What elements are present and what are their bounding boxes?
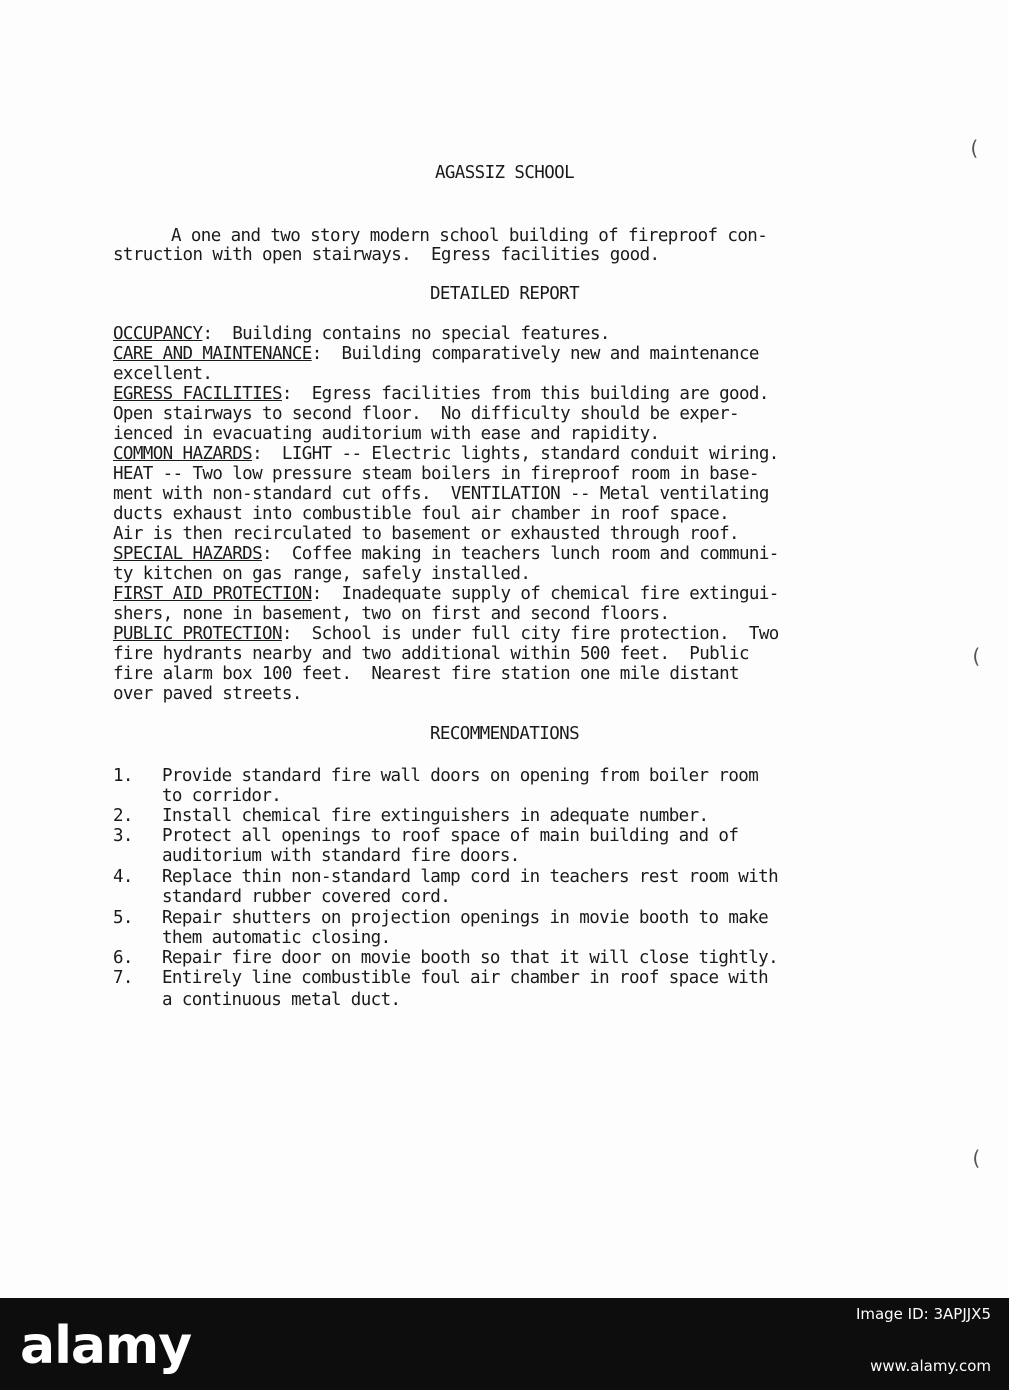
recommendations-heading: RECOMMENDATIONS: [429, 724, 580, 744]
recommendation-line: to corridor.: [162, 786, 282, 806]
common-line: [113, 444, 779, 464]
alamy-logo: alamy: [20, 1316, 192, 1376]
intro-line-1: A one and two story modern school building of fireproof con-: [171, 226, 768, 246]
recommendation-num: 2.: [113, 806, 133, 826]
occupancy-line: [113, 324, 610, 344]
common-cont-2: ment with non-standard cut offs. VENTILATION -- Metal ventilating: [113, 484, 769, 504]
recommendation-line: Replace thin non-standard lamp cord in teachers rest room with: [162, 867, 779, 887]
care-text: : Building comparatively new and maintenance: [311, 344, 759, 364]
common-cont-3: ducts exhaust into combustible foul air chamber in roof space.: [113, 504, 730, 524]
recommendation-num: 1.: [113, 766, 133, 786]
margin-mark: (: [970, 1146, 983, 1170]
firstaid-text: : Inadequate supply of chemical fire extingui-: [311, 584, 779, 604]
recommendation-line: a continuous metal duct.: [162, 990, 401, 1010]
public-line: [113, 624, 779, 644]
special-line: [113, 544, 779, 564]
recommendation-num: 3.: [113, 826, 133, 846]
detailed-report-heading: DETAILED REPORT: [429, 284, 580, 304]
recommendation-line: Provide standard fire wall doors on opening from boiler room: [162, 766, 759, 786]
recommendation-line: them automatic closing.: [162, 928, 391, 948]
egress-cont-1: Open stairways to second floor. No difficulty should be exper-: [113, 404, 739, 424]
recommendation-num: 6.: [113, 948, 133, 968]
special-text: : Coffee making in teachers lunch room and communi-: [262, 544, 779, 564]
recommendation-line: auditorium with standard fire doors.: [162, 846, 520, 866]
page-title: AGASSIZ SCHOOL: [434, 163, 575, 183]
special-cont: ty kitchen on gas range, safely installed.: [113, 564, 531, 584]
public-cont-2: fire alarm box 100 feet. Nearest fire station one mile distant: [113, 664, 739, 684]
care-label: CARE AND MAINTENANCE: [113, 344, 312, 364]
care-line: [113, 344, 759, 364]
common-cont-1: HEAT -- Two low pressure steam boilers in fireproof room in base-: [113, 464, 759, 484]
common-cont-4: Air is then recirculated to basement or exhausted through roof.: [113, 524, 739, 544]
margin-mark: (: [970, 644, 983, 668]
recommendation-line: Install chemical fire extinguishers in adequate number.: [162, 806, 709, 826]
recommendation-num: 5.: [113, 908, 133, 928]
recommendation-num: 7.: [113, 968, 133, 988]
image-id-label: Image ID: 3APJJX5: [855, 1305, 991, 1323]
egress-cont-2: ienced in evacuating auditorium with ease and rapidity.: [113, 424, 660, 444]
intro-line-2: struction with open stairways. Egress facilities good.: [113, 245, 660, 265]
firstaid-cont: shers, none in basement, two on first and second floors.: [113, 604, 670, 624]
recommendation-line: Protect all openings to roof space of main building and of: [162, 826, 739, 846]
public-label: PUBLIC PROTECTION: [113, 624, 282, 644]
recommendation-line: standard rubber covered cord.: [162, 887, 451, 907]
public-cont-3: over paved streets.: [113, 684, 302, 704]
occupancy-text: : Building contains no special features.: [202, 324, 610, 344]
occupancy-label: OCCUPANCY: [113, 324, 203, 344]
common-text: : LIGHT -- Electric lights, standard conduit wiring.: [252, 444, 779, 464]
firstaid-label: FIRST AID PROTECTION: [113, 584, 312, 604]
recommendation-line: Repair shutters on projection openings in movie booth to make: [162, 908, 769, 928]
public-cont-1: fire hydrants nearby and two additional within 500 feet. Public: [113, 644, 749, 664]
recommendation-line: Entirely line combustible foul air chamber in roof space with: [162, 968, 769, 988]
recommendation-line: Repair fire door on movie booth so that it will close tightly.: [162, 948, 779, 968]
margin-mark: (: [968, 136, 981, 160]
egress-text: : Egress facilities from this building are good.: [281, 384, 769, 404]
egress-line: [113, 384, 769, 404]
common-label: COMMON HAZARDS: [113, 444, 253, 464]
egress-label: EGRESS FACILITIES: [113, 384, 282, 404]
care-cont: excellent.: [113, 364, 213, 384]
public-text: : School is under full city fire protection. Two: [281, 624, 779, 644]
site-url: www.alamy.com: [870, 1357, 991, 1375]
firstaid-line: [113, 584, 779, 604]
special-label: SPECIAL HAZARDS: [113, 544, 263, 564]
recommendation-num: 4.: [113, 867, 133, 887]
